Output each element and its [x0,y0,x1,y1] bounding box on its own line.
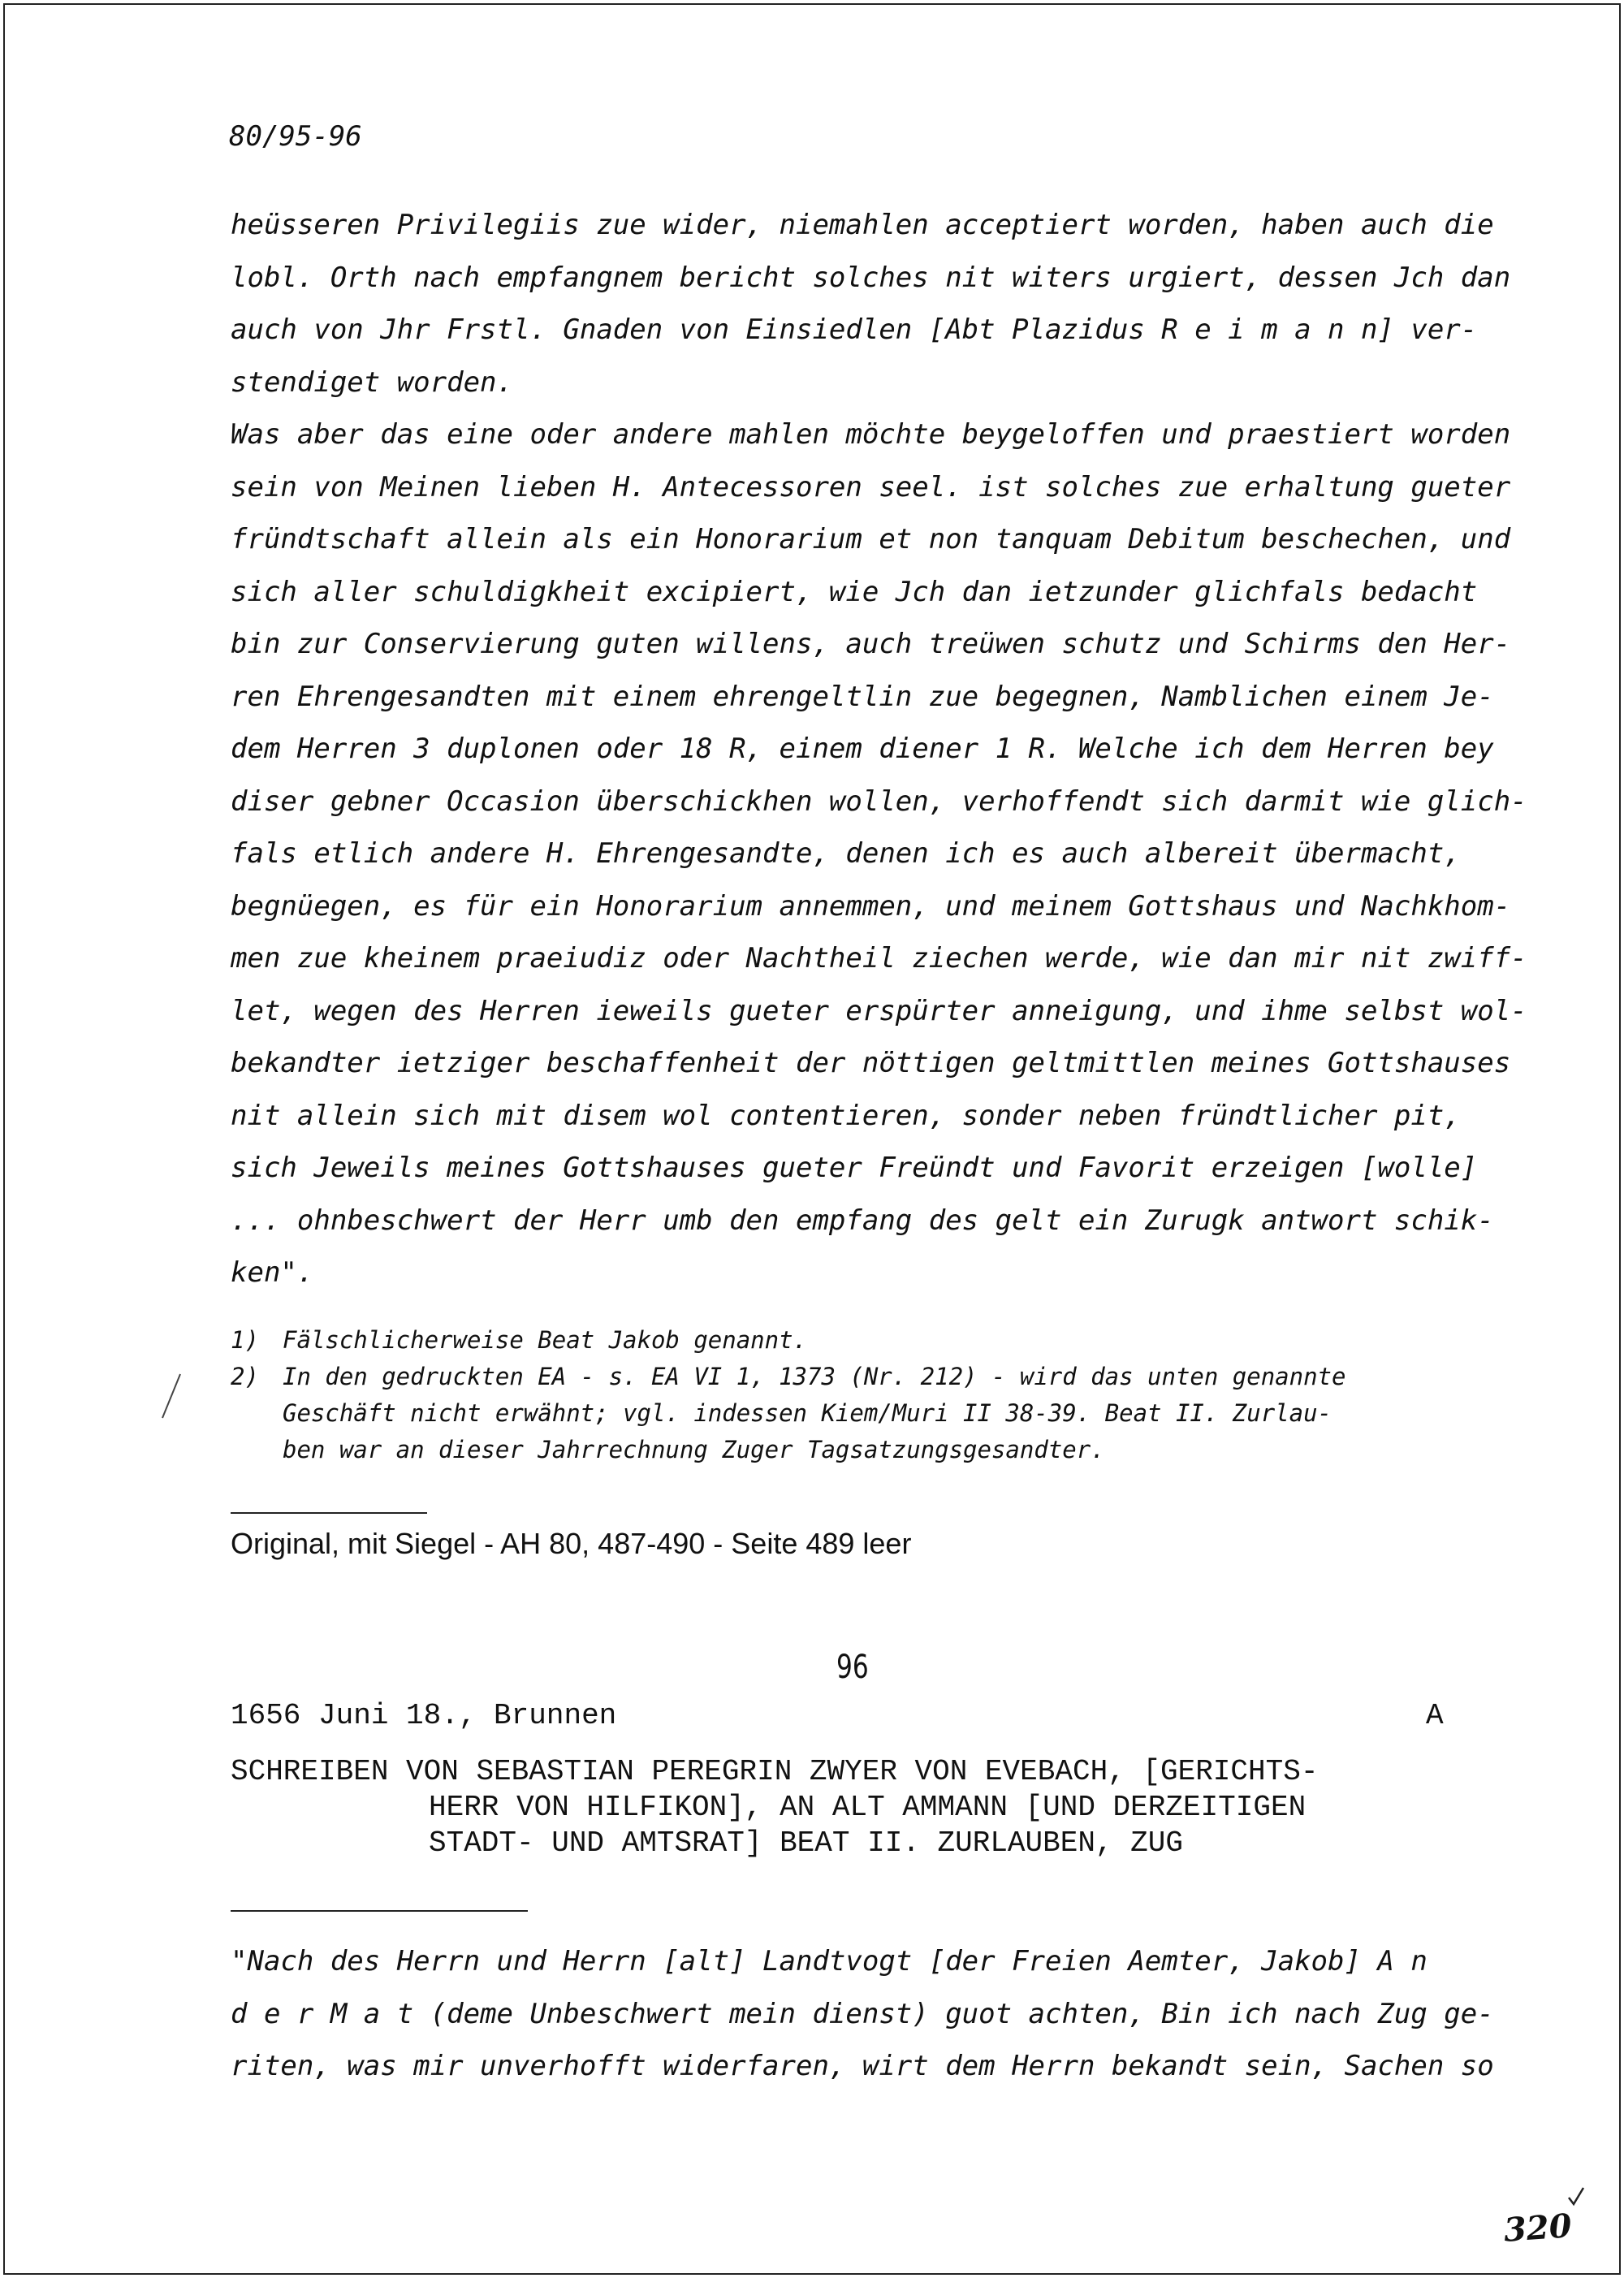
archive-reference: 80/95-96 [229,120,362,153]
text-line: ken". [231,1256,314,1289]
text-line: stendiget worden. [231,365,513,399]
check-mark-icon [1567,2186,1585,2207]
text-line: heüsseren Privilegiis zue wider, niemahlen acceptiert worden, haben auch die [231,209,1494,241]
text-line: auch von Jhr Frstl. Gnaden von Einsiedlen [Abt Plazidus R e i m a n n] ver- [231,313,1478,346]
footnote-number: 1) [231,1326,259,1354]
document-number: 96 [836,1649,869,1686]
document-title [231,1754,1318,1861]
page-number-stamp: 320 [1502,2207,1574,2250]
title-line: STADT- UND AMTSRAT] BEAT II. ZURLAUBEN, ZUG [429,1826,1183,1860]
text-line: riten, was mir unverhofft widerfaren, wirt dem Herrn bekandt sein, Sachen so [231,2050,1494,2082]
text-line: sich aller schuldigkheit excipiert, wie Jch dan ietzunder glichfals bedacht [231,575,1478,608]
text-line: lobl. Orth nach empfangnem bericht solches nit witers urgiert, dessen Jch dan [231,261,1511,294]
date-place: 1656 Juni 18., Brunnen [231,1699,617,1732]
text-line: dem Herren 3 duplonen oder 18 R, einem diener 1 R. Welche ich dem Herren bey [231,733,1494,765]
text-line: bekandter ietziger beschaffenheit der nöttigen geltmittlen meines Gottshauses [231,1047,1511,1079]
document-type: A [1426,1699,1444,1732]
footnote-text: Geschäft nicht erwähnt; vgl. indessen Kiem/Muri II 38-39. Beat II. Zurlau- [283,1399,1332,1427]
text-line: "Nach des Herrn und Herrn [alt] Landtvogt [der Freien Aemter, Jakob] A n [231,1945,1427,1978]
title-line: SCHREIBEN VON SEBASTIAN PEREGRIN ZWYER VON EVEBACH, [GERICHTS- [231,1755,1319,1788]
footnote-1 [231,1322,1546,1359]
footnote-text: Fälschlicherweise Beat Jakob genannt. [283,1326,808,1354]
footnote-text: In den gedruckten EA - s. EA VI 1, 1373 (Nr. 212) - wird das unten genannte [283,1363,1346,1390]
text-line: let, wegen des Herren ieweils gueter erspürter anneigung, und ihme selbst wol- [231,994,1527,1027]
footnote-text: ben war an dieser Jahrrechnung Zuger Tagsatzungsgesandter. [283,1436,1105,1463]
text-line: ren Ehrengesandten mit einem ehrengeltlin zue begegnen, Namblichen einem Je- [231,680,1494,713]
text-line: ... ohnbeschwert der Herr umb den empfang des gelt ein Zurugk antwort schik- [231,1204,1494,1237]
text-line: diser gebner Occasion überschickhen wollen, verhoffendt sich darmit wie glich- [231,785,1527,818]
letter-96-text [231,1935,1514,2093]
text-line: Was aber das eine oder andere mahlen möchte beygeloffen und praestiert worden [231,418,1511,451]
footnote-number: 2) [231,1363,259,1390]
text-line: nit allein sich mit disem wol contentieren, sonder neben fründtlicher pit, [231,1099,1461,1132]
text-line: sein von Meinen lieben H. Antecessoren seel. ist solches zue erhaltung gueter [231,470,1511,504]
source-note: Original, mit Siegel - AH 80, 487-490 - Seite 489 leer [231,1527,912,1560]
text-line: bin zur Conservierung guten willens, auch treüwen schutz und Schirms den Her- [231,628,1511,660]
text-line: begnüegen, es für ein Honorarium annemmen, und meinem Gottshaus und Nachkhom- [231,889,1511,923]
letter-continuation [231,199,1527,1299]
footnotes [231,1322,1546,1468]
margin-pencil-mark [159,1372,184,1420]
text-line: men zue kheinem praeiudiz oder Nachtheil ziechen werde, wie dan mir nit zwiff- [231,942,1527,975]
text-line: sich Jeweils meines Gottshauses gueter Freündt und Favorit erzeigen [wolle] [231,1152,1478,1184]
text-line: fals etlich andere H. Ehrengesandte, denen ich es auch albereit übermacht, [231,837,1461,870]
separator-rule [231,1512,427,1514]
text-line: fründtschaft allein als ein Honorarium et non tanquam Debitum beschechen, und [231,523,1511,555]
footnote-2 [231,1359,1546,1395]
separator-rule [231,1910,528,1912]
text-line: d e r M a t (deme Unbeschwert mein dienst) guot achten, Bin ich nach Zug ge- [231,1997,1494,2030]
title-line: HERR VON HILFIKON], AN ALT AMMANN [UND DERZEITIGEN [429,1791,1307,1824]
